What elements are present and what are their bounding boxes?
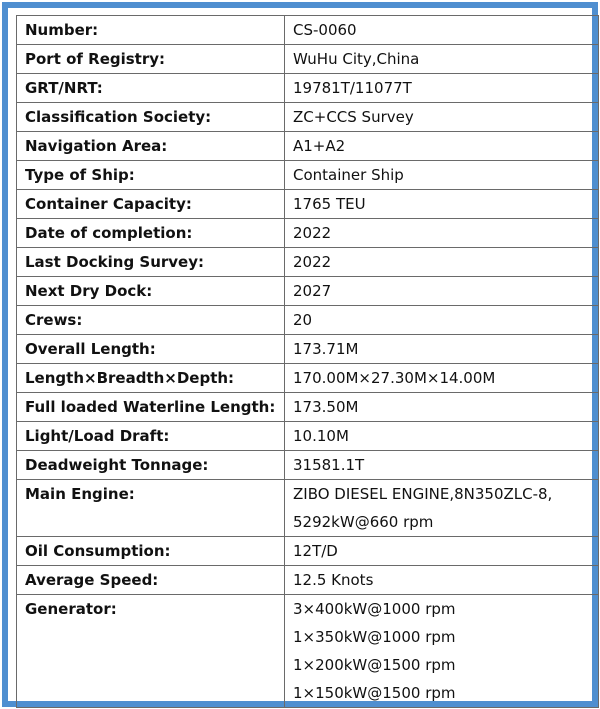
row-value xyxy=(285,219,599,248)
row-label: Port of Registry: xyxy=(17,45,285,74)
row-value xyxy=(285,16,599,45)
table-row xyxy=(17,480,599,537)
value-line: 1765 TEU xyxy=(293,195,366,213)
row-label: Classification Society: xyxy=(17,103,285,132)
row-value xyxy=(285,393,599,422)
row-value xyxy=(285,248,599,277)
table-row xyxy=(17,451,599,480)
value-line: CS-0060 xyxy=(293,21,357,39)
value-line: 173.71M xyxy=(293,340,359,358)
table-row xyxy=(17,190,599,219)
value-line: A1+A2 xyxy=(293,137,346,155)
table-row xyxy=(17,74,599,103)
value-line: 19781T/11077T xyxy=(293,79,412,97)
table-row xyxy=(17,335,599,364)
value-line: 2022 xyxy=(293,224,332,242)
value-line: 2022 xyxy=(293,253,332,271)
row-value xyxy=(285,277,599,306)
row-label: Length×Breadth×Depth: xyxy=(17,364,285,393)
row-value xyxy=(285,480,599,537)
value-line: 1×350kW@1000 rpm xyxy=(293,628,456,646)
spec-table-body xyxy=(17,16,599,708)
table-row xyxy=(17,219,599,248)
row-label: Oil Consumption: xyxy=(17,537,285,566)
row-value xyxy=(285,566,599,595)
table-row xyxy=(17,306,599,335)
table-row xyxy=(17,16,599,45)
value-line: 2027 xyxy=(293,282,332,300)
row-value xyxy=(285,103,599,132)
table-row xyxy=(17,45,599,74)
value-line: 10.10M xyxy=(293,427,349,445)
row-label: Light/Load Draft: xyxy=(17,422,285,451)
row-label: Full loaded Waterline Length: xyxy=(17,393,285,422)
row-value xyxy=(285,132,599,161)
row-label: Type of Ship: xyxy=(17,161,285,190)
row-value xyxy=(285,306,599,335)
row-label: Container Capacity: xyxy=(17,190,285,219)
value-line: 5292kW@660 rpm xyxy=(293,513,434,531)
table-row xyxy=(17,422,599,451)
row-label: Next Dry Dock: xyxy=(17,277,285,306)
row-label: Deadweight Tonnage: xyxy=(17,451,285,480)
row-value xyxy=(285,45,599,74)
row-label: Last Docking Survey: xyxy=(17,248,285,277)
row-value xyxy=(285,161,599,190)
row-label: GRT/NRT: xyxy=(17,74,285,103)
row-label: Navigation Area: xyxy=(17,132,285,161)
row-label: Average Speed: xyxy=(17,566,285,595)
table-row xyxy=(17,595,599,708)
value-line: 170.00M×27.30M×14.00M xyxy=(293,369,496,387)
table-row xyxy=(17,132,599,161)
value-line: 3×400kW@1000 rpm xyxy=(293,600,456,618)
spec-sheet-frame xyxy=(2,2,598,707)
row-label: Number: xyxy=(17,16,285,45)
row-value xyxy=(285,335,599,364)
value-line: 1×200kW@1500 rpm xyxy=(293,656,456,674)
value-line: 12T/D xyxy=(293,542,338,560)
value-line: ZIBO DIESEL ENGINE,8N350ZLC-8, xyxy=(293,485,553,503)
value-line: 31581.1T xyxy=(293,456,365,474)
row-label: Generator: xyxy=(17,595,285,708)
row-value xyxy=(285,451,599,480)
row-label: Main Engine: xyxy=(17,480,285,537)
row-value xyxy=(285,74,599,103)
value-line: 173.50M xyxy=(293,398,359,416)
row-label: Overall Length: xyxy=(17,335,285,364)
table-row xyxy=(17,566,599,595)
row-label: Crews: xyxy=(17,306,285,335)
row-value xyxy=(285,595,599,708)
value-line: Container Ship xyxy=(293,166,404,184)
table-row xyxy=(17,277,599,306)
value-line: 1×150kW@1500 rpm xyxy=(293,684,456,702)
row-value xyxy=(285,537,599,566)
table-row xyxy=(17,364,599,393)
value-line: 12.5 Knots xyxy=(293,571,374,589)
table-row xyxy=(17,103,599,132)
ship-spec-table xyxy=(16,15,599,708)
table-row xyxy=(17,393,599,422)
table-row xyxy=(17,248,599,277)
row-value xyxy=(285,364,599,393)
table-row xyxy=(17,537,599,566)
value-line: 20 xyxy=(293,311,313,329)
row-value xyxy=(285,190,599,219)
table-row xyxy=(17,161,599,190)
value-line: WuHu City,China xyxy=(293,50,420,68)
row-label: Date of completion: xyxy=(17,219,285,248)
row-value xyxy=(285,422,599,451)
value-line: ZC+CCS Survey xyxy=(293,108,414,126)
